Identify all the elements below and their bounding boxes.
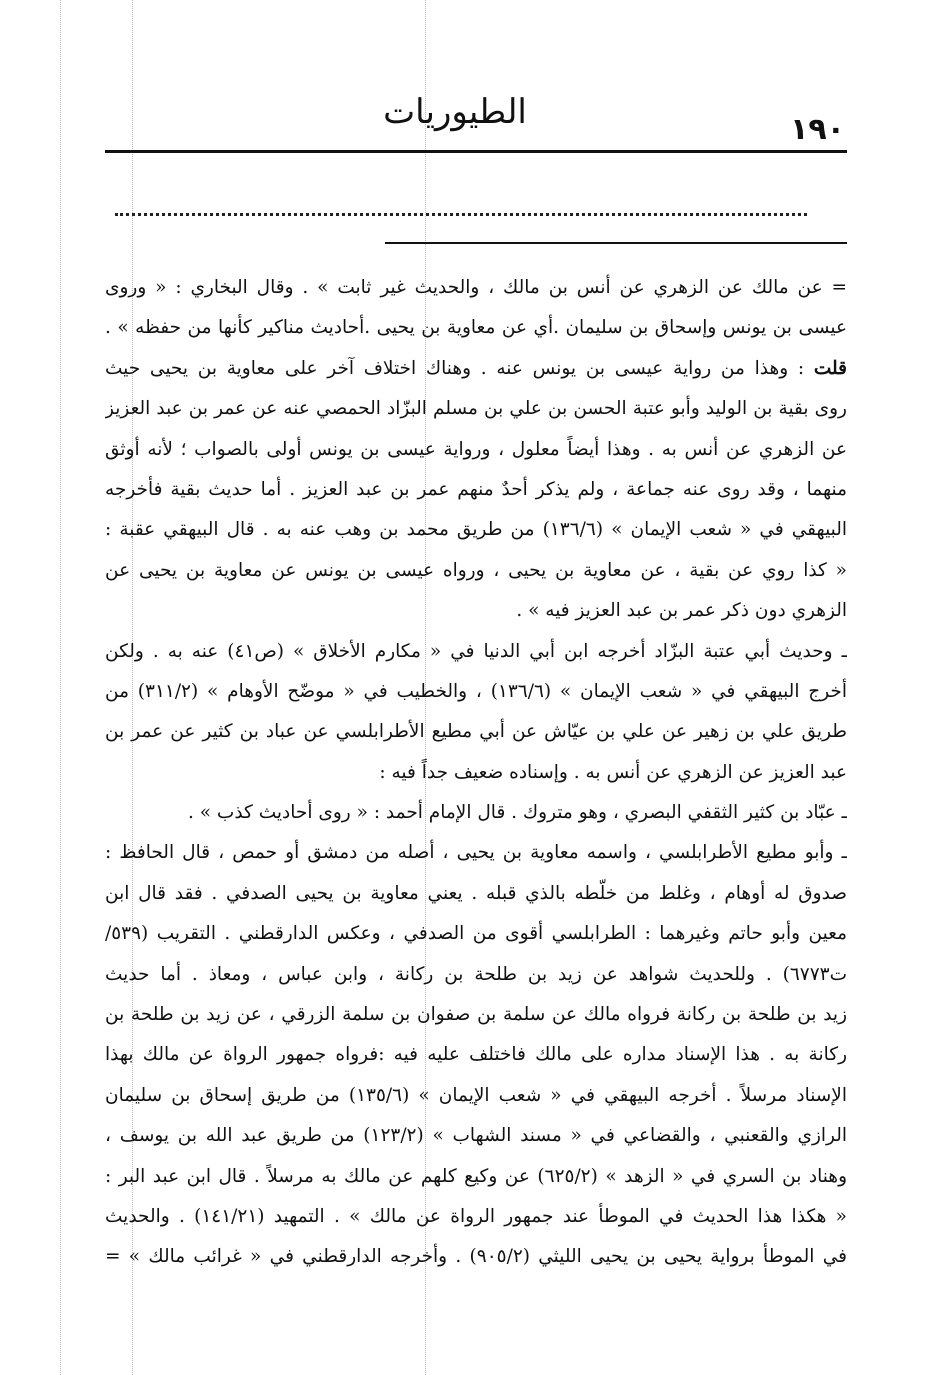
text-line: عن الزهري عن أنس به . وهذا أيضاً معلول ، ورواية عيسى بن يونس أولى بالصواب ؛ لأنه أوثق (105, 438, 847, 460)
text-line: وهناد بن السري في « الزهد » (٦٢٥/٢) عن وكيع كلهم عن مالك به مرسلاً . قال ابن عبد البر : (105, 1165, 847, 1187)
text-line: أخرج البيهقي في « شعب الإيمان » (١٣٦/٦) ، والخطيب في « موضّح الأوهام » (٣١١/٢) من (105, 680, 847, 702)
text-line: = عن مالك عن الزهري عن أنس بن مالك ، والحديث غير ثابت » . وقال البخاري : « وروى (105, 277, 847, 298)
text-line: ـ عبّاد بن كثير الثقفي البصري ، وهو متروك . قال الإمام أحمد : « روى أحاديث كذب » . (187, 802, 847, 824)
text-line: صدوق له أوهام ، وغلط من خلّطه بالذي قبله . يعني معاوية بن يحيى الصدفي . فقد قال ابن (105, 882, 847, 904)
text-line: منهما ، وقد روى عنه جماعة ، ولم يذكر أحدٌ منهم عمر بن عبد العزيز . أما حديث بقية فأخرجه (105, 478, 847, 500)
text-line: عيسى بن يونس وإسحاق بن سليمان .أي عن معاوية بن يحيى .أحاديث مناكير كأنها من حفظه » . (105, 317, 847, 339)
text-line: الزهري دون ذكر عمر بن عبد العزيز فيه » . (516, 600, 847, 622)
text-line: ركانة به . هذا الإسناد مداره على مالك فاختلف عليه فيه :فرواه جمهور الرواة عن مالك بهذا (105, 1044, 847, 1066)
text-line: البيهقي في « شعب الإيمان » (١٣٦/٦) من طريق محمد بن وهب عنه به . قال البيهقي عقبة : (105, 519, 847, 541)
text-line: زيد بن طلحة بن ركانة فرواه مالك عن سلمة بن صفوان بن سلمة الزرقي ، عن زيد بن طلحة بن (105, 1004, 847, 1026)
text-line: في الموطأ برواية يحيى بن يحيى الليثي (٩٠٥/٢) . وأخرجه الدارقطني في « غرائب مالك » = (105, 1246, 847, 1268)
text-line: معين وأبو حاتم وغيرهما : الطرابلسي أقوى من الصدفي ، وعكس الدارقطني . التقريب (٥٣٩/ (105, 923, 847, 945)
text-line: روى بقية بن الوليد وأبو عتبة الحسن بن علي بن مسلم البزّاد الحمصي عنه عن عمر بن عبد العزيز (105, 398, 847, 420)
qult-label: قلت (813, 357, 847, 379)
text-line: ت٦٧٧٣) . وللحديث شواهد عن زيد بن طلحة بن ركانة ، وابن عباس ، ومعاذ . أما حديث (105, 963, 847, 985)
dotted-separator (115, 213, 807, 216)
scan-artifact (60, 0, 61, 1375)
text-line: الرازي والقعنبي ، والقضاعي في « مسند الشهاب » (١٢٣/٢) من طريق عبد الله بن يوسف ، (105, 1125, 847, 1147)
running-title: الطيوريات (383, 92, 527, 132)
text-line: طريق علي بن زهير عن علي بن عيّاش عن أبي مطيع الأطرابلسي عن عباد بن كثير عن عمر بن (105, 721, 847, 743)
text-segment: : وهذا من رواية عيسى بن يونس عنه . وهناك اختلاف آخر على معاوية بن يحيى حيث (105, 357, 805, 379)
text-line: الإسناد مرسلاً . أخرجه البيهقي في « شعب الإيمان » (١٣٥/٦) من طريق إسحاق بن سليمان (105, 1084, 847, 1106)
footnote-text (105, 268, 847, 1278)
text-line: عبد العزيز عن الزهري عن أنس به . وإسناده ضعيف جداً فيه : (379, 761, 847, 783)
page-number: ١٩٠ (790, 112, 845, 147)
header-rule (105, 150, 847, 153)
text-line: « كذا روي عن بقية ، عن معاوية بن يحيى ، ورواه عيسى بن يونس عن معاوية بن يحيى عن (105, 559, 847, 581)
text-line: ـ وحديث أبي عتبة البزّاد أخرجه ابن أبي الدنيا في « مكارم الأخلاق » (ص٤١) عنه به . ولكن (105, 640, 847, 662)
text-line: ـ وأبو مطيع الأطرابلسي ، واسمه معاوية بن يحيى ، أصله من دمشق أو حمص ، قال الحافظ : (105, 842, 847, 864)
text-line (105, 349, 847, 389)
text-line: « هكذا هذا الحديث في الموطأ عند جمهور الرواة عن مالك » . التمهيد (١٤١/٢١) . والحديث (105, 1205, 847, 1227)
footnote-rule (385, 242, 847, 244)
